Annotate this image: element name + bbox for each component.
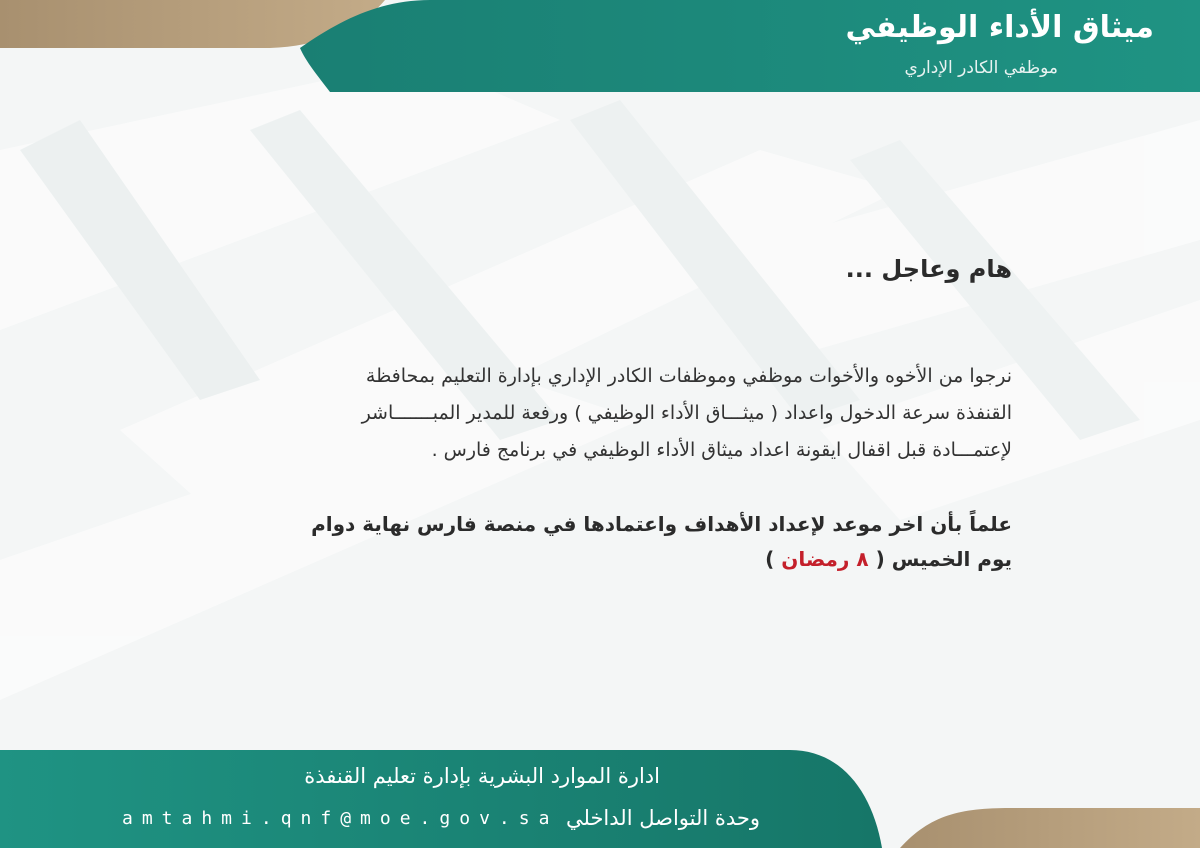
deadline-date: ٨ رمضان — [781, 547, 869, 571]
paragraph-line: لإعتمـــادة قبل اقفال ايقونة اعداد ميثاق الأداء الوظيفي في برنامج فارس . — [431, 439, 1012, 461]
deadline-notice — [182, 507, 1012, 577]
paragraph-line: نرجوا من الأخوه والأخوات موظفي وموظفات الكادر الإداري بإدارة التعليم بمحافظة — [365, 365, 1012, 387]
deadline-prefix: يوم الخميس ( — [868, 547, 1012, 571]
page-title: ميثاق الأداء الوظيفي — [845, 10, 1154, 45]
paragraph-line: القنفذة سرعة الدخول واعداد ( ميثـــاق الأداء الوظيفي ) ورفعة للمدير المبـــــــاشر — [361, 402, 1012, 424]
footer-unit: وحدة التواصل الداخلي — [566, 806, 761, 830]
footer-email[interactable]: amtahmi.qnf@moe.gov.sa — [122, 808, 559, 829]
announcement-paragraph — [182, 358, 1012, 469]
urgent-heading: هام وعاجل ... — [845, 255, 1012, 283]
footer-organization: ادارة الموارد البشرية بإدارة تعليم القنفذة — [304, 764, 660, 788]
page-subtitle: موظفي الكادر الإداري — [904, 58, 1058, 78]
deadline-line: علماً بأن اخر موعد لإعداد الأهداف واعتمادها في منصة فارس نهاية دوام — [311, 512, 1012, 536]
bottom-gold-shape — [900, 808, 1200, 848]
deadline-line-2 — [182, 542, 1012, 577]
deadline-suffix: ) — [765, 547, 782, 571]
